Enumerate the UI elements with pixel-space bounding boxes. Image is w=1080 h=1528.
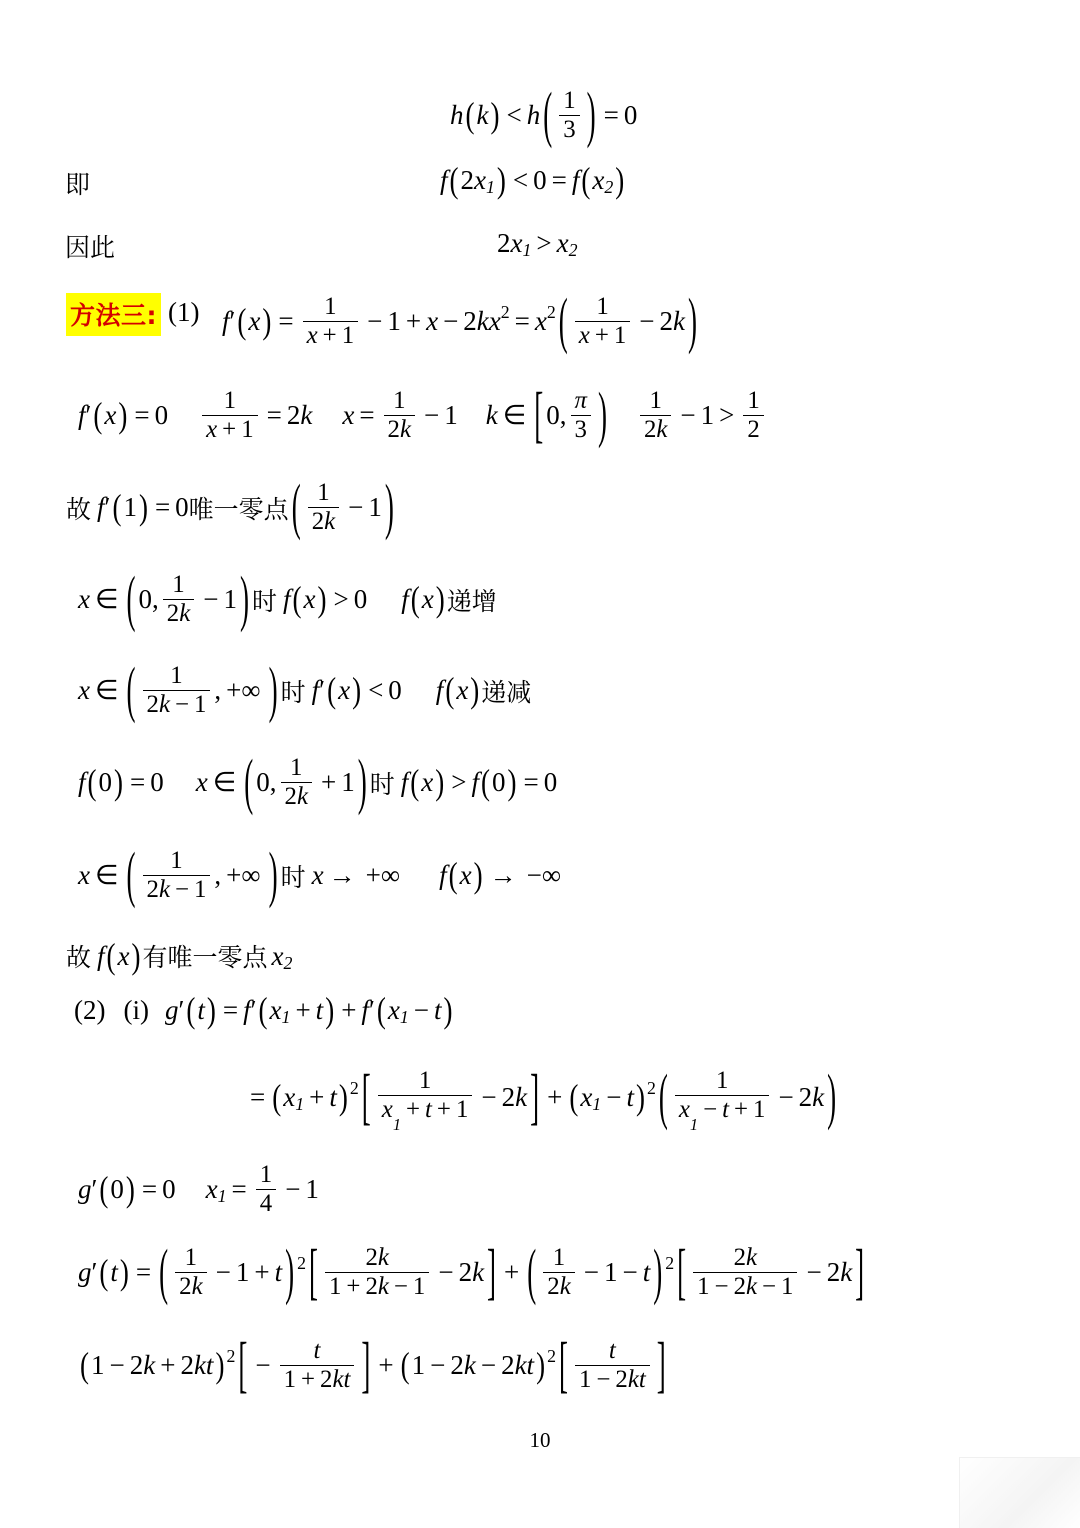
equation-line-9 — [78, 746, 558, 816]
equation-line-6 — [66, 471, 397, 541]
math-expression: f ( 0 ) = 0 x ∈ ( 0, $\frac{1}{2k}$ + 1 ) 时 f ( x ) > f ( 0 ) = 0 — [78, 746, 558, 816]
label-shi: 时 — [280, 677, 306, 707]
equation-line-8 — [78, 654, 532, 724]
label-decreasing: 递减 — [481, 677, 532, 707]
label-gu: 故 — [66, 494, 92, 524]
label-shi: 时 — [280, 862, 306, 892]
equation-line-14 — [78, 1162, 319, 1217]
math-expression: 故 f ′ ( 1 ) = 0 唯一零点 ( $\frac{1}{2k}$ − 1 ) — [66, 471, 394, 541]
math-expression: = ( x 1 + t ) 2 [ $\frac{1}{x_1+ t + 1}$ − 2 k ] + ( x 1 − t ) 2 ( $\frac{1}{x_1- t + 1}$ − 2 k ) — [250, 1061, 837, 1135]
equation-line-7 — [78, 563, 497, 633]
label-increasing: 递增 — [446, 586, 497, 616]
part-number: (1) — [168, 297, 200, 327]
math-expression: h ( k ) < h ( $\frac{1}{3}$ ) = 0 — [450, 79, 638, 149]
math-expression: x ∈ ( $\frac{1}{2k - 1}$ , +∞ ) 时 f ′ ( x ) < 0 f ( x ) 递减 — [78, 654, 532, 724]
page-corner-decoration — [959, 1457, 1080, 1528]
method-three-tag — [66, 293, 161, 336]
math-expression: g ′ ( t ) = ( $\frac{1}{2k}$ − 1 + t ) 2 [ $\frac{2k}{1 + 2k - 1}$ − 2 k ] + ( $\frac{1}{2k}$ − 1 − t ) 2 [ $\frac{2k}{1 - 2k - 1}$ − 2 k ] — [78, 1236, 865, 1306]
label-gu: 故 — [66, 943, 92, 972]
label-yinci: 因此 — [65, 233, 116, 262]
math-expression: f ( 2 x 1 ) < 0 = f ( x 2 ) — [440, 159, 625, 201]
equation-line-16 — [78, 1329, 669, 1399]
math-expression: f ′ ( x ) = 0 $\frac{1}{x + 1}$ = 2 k x = $\frac{1}{2k}$ − 1 k ∈ [ 0, $\frac{\pi}{3}$ ) $\frac{1}{2k}$ − 1 > $\frac{1}{2}$ — [78, 388, 768, 443]
label-shi: 时 — [369, 769, 395, 799]
equation-line-4 — [222, 285, 700, 355]
equation-line-1 — [450, 79, 638, 149]
math-expression: f ′ ( x ) = $\frac{1}{x + 1}$ − 1 + x − 2 kx 2 = x 2 ( $\frac{1}{x + 1}$ − 2 k ) — [222, 285, 697, 355]
subpart-i: (i) — [123, 995, 149, 1025]
math-expression: ( 1 − 2 k + 2 kt ) 2 [ − $\frac{t}{1 + 2kt}$ ] + ( 1 − 2 k − 2 kt ) 2 [ $\frac{t}{1 - 2kt}$ ] — [80, 1329, 666, 1399]
math-expression: x ∈ ( $\frac{1}{2k - 1}$ , +∞ ) 时 x → +∞ f ( x ) → −∞ — [78, 839, 562, 909]
equation-line-15 — [78, 1236, 867, 1306]
label-ji: 即 — [65, 170, 91, 199]
line-2-label — [65, 165, 90, 201]
label-has-unique-zero: 有唯一零点 — [142, 943, 268, 972]
part-1-label — [168, 297, 199, 328]
math-expression: x ∈ ( 0, $\frac{1}{2k}$ − 1 ) 时 f ( x ) > 0 f ( x ) 递增 — [78, 563, 497, 633]
equation-line-2 — [440, 159, 626, 201]
equation-line-12 — [74, 989, 454, 1031]
math-expression: (2) (i) g ′ ( t ) = f ′ ( x 1 + t ) + f ′ ( x 1 − t ) — [74, 989, 453, 1031]
equation-line-13 — [245, 1061, 839, 1135]
equation-line-10 — [78, 839, 566, 909]
equation-line-11 — [66, 935, 293, 976]
math-expression: g ′ ( 0 ) = 0 x 1 = $\frac{1}{4}$ − 1 — [78, 1161, 319, 1218]
equation-line-3 — [497, 228, 578, 259]
line-3-label — [65, 228, 115, 264]
part-number-2: (2) — [74, 995, 106, 1025]
math-expression: 2 x 1 > x 2 — [497, 228, 578, 260]
highlight-label: 方法三: — [66, 293, 161, 336]
equation-line-5 — [78, 379, 768, 449]
math-expression: 故 f ( x ) 有唯一零点 x 2 — [66, 935, 293, 976]
label-shi: 时 — [251, 586, 277, 616]
label-unique-zero: 唯一零点 — [188, 494, 289, 524]
page-number: 10 — [529, 1428, 551, 1452]
